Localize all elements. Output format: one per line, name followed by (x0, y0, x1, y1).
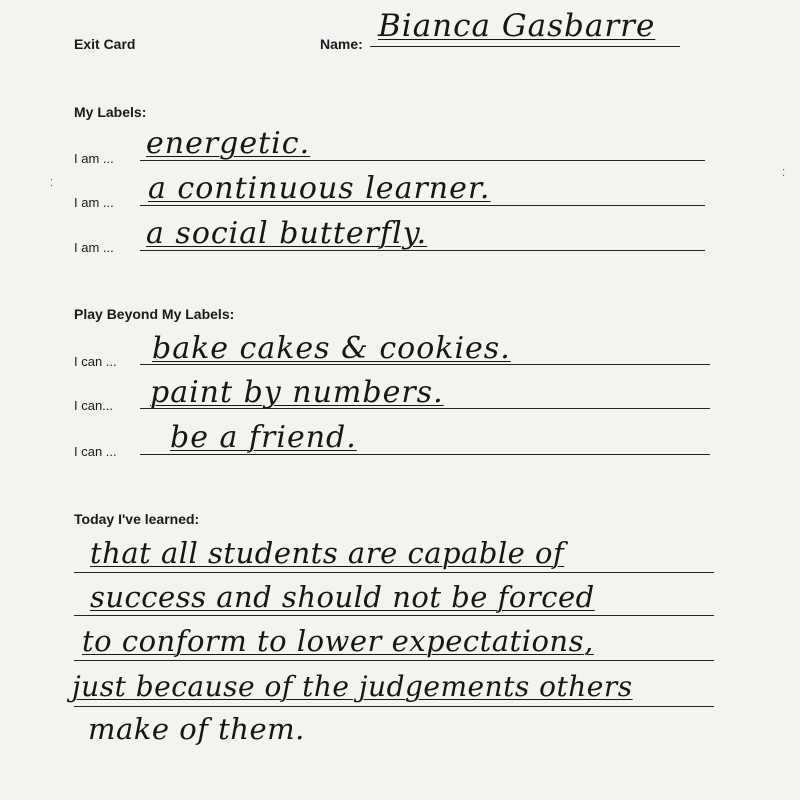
learned-text-line-3: to conform to lower expectations, (82, 624, 594, 658)
beyond-prompt-3: I can ... (74, 444, 117, 459)
learned-line-1 (74, 572, 714, 573)
labels-prompt-1: I am ... (74, 151, 114, 166)
labels-answer-2: a continuous learner. (148, 171, 491, 206)
beyond-answer-3: be a friend. (170, 420, 357, 455)
beyond-answer-1: bake cakes & cookies. (152, 331, 511, 366)
learned-heading: Today I've learned: (74, 511, 200, 527)
card-title: Exit Card (74, 36, 136, 52)
learned-text-line-2: success and should not be forced (90, 580, 595, 614)
name-line (370, 46, 680, 47)
beyond-answer-2: paint by numbers. (150, 375, 444, 410)
learned-line-4 (74, 706, 714, 707)
beyond-heading: Play Beyond My Labels: (74, 306, 235, 322)
name-label: Name: (320, 36, 363, 52)
scan-speck-right: ⁚ (782, 168, 786, 179)
labels-prompt-3: I am ... (74, 240, 114, 255)
name-value: Bianca Gasbarre (378, 8, 656, 44)
learned-text-line-4: just because of the judgements others (72, 670, 633, 703)
learned-text-line-5: make of them. (88, 712, 305, 746)
learned-line-2 (74, 615, 714, 616)
labels-answer-3: a social butterfly. (146, 216, 428, 251)
learned-text-line-1: that all students are capable of (90, 536, 565, 570)
learned-line-3 (74, 660, 714, 661)
labels-answer-1: energetic. (146, 126, 311, 161)
labels-heading: My Labels: (74, 104, 147, 120)
labels-prompt-2: I am ... (74, 195, 114, 210)
beyond-prompt-2: I can... (74, 398, 114, 413)
scan-speck-left: ⁚ (50, 178, 54, 189)
beyond-prompt-1: I can ... (74, 354, 117, 369)
